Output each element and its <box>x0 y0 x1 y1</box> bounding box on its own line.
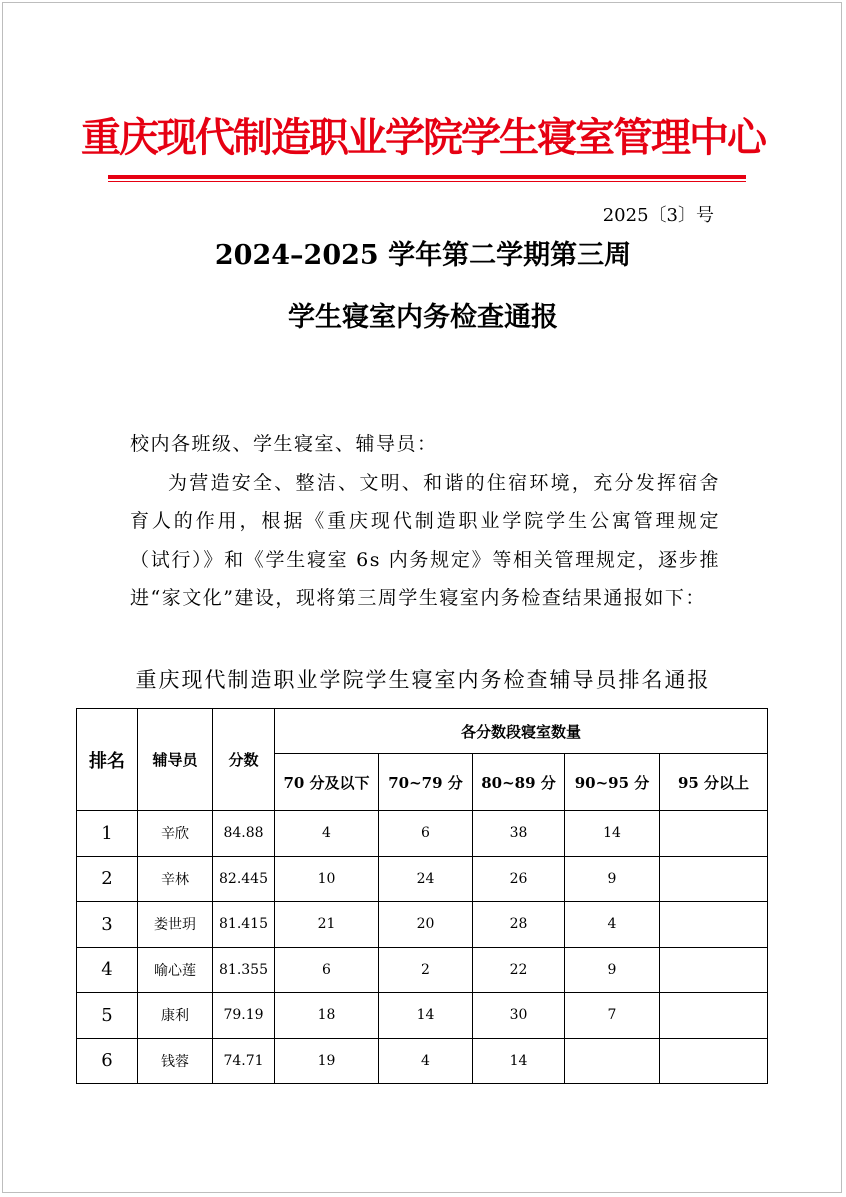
count-cell: 38 <box>473 811 565 857</box>
header-group: 各分数段寝室数量 <box>275 709 768 754</box>
score-cell: 81.415 <box>213 902 275 948</box>
salutation: 校内各班级、学生寝室、辅导员： <box>130 433 438 455</box>
count-cell: 9 <box>565 856 660 902</box>
count-cell <box>660 856 768 902</box>
header-rank: 排名 <box>77 709 138 811</box>
doc-number: 2025〔3〕号 <box>602 205 714 226</box>
main-title-line1: 2024–2025 学年第二学期第三周 <box>214 240 632 271</box>
counselor-cell: 辛欣 <box>138 811 213 857</box>
count-cell: 2 <box>379 947 473 993</box>
count-cell <box>660 947 768 993</box>
count-cell: 14 <box>473 1038 565 1084</box>
rank-cell: 3 <box>77 902 138 948</box>
rank-cell: 1 <box>77 811 138 857</box>
count-cell: 30 <box>473 993 565 1039</box>
rank-cell: 5 <box>77 993 138 1039</box>
header-range: 95 分以上 <box>660 754 768 811</box>
count-cell: 10 <box>275 856 379 902</box>
body-paragraph: 为营造安全、整洁、文明、和谐的住宿环境，充分发挥宿舍育人的作用，根据《重庆现代制造职业学院学生公寓管理规定（试行）》和《学生寝室 6s 内务规定》等相关管理规定，逐步推进“家文化”建设，现将第三周学生寝室内务检查结果通报如下： <box>130 471 720 609</box>
header-range: 70~79 分 <box>379 754 473 811</box>
table-row <box>77 811 768 857</box>
count-cell: 22 <box>473 947 565 993</box>
header-range: 70 分及以下 <box>275 754 379 811</box>
count-cell: 19 <box>275 1038 379 1084</box>
score-cell: 79.19 <box>213 993 275 1039</box>
table-row <box>77 947 768 993</box>
counselor-cell: 辛林 <box>138 856 213 902</box>
header-counselor: 辅导员 <box>138 709 213 811</box>
counselor-cell: 钱蓉 <box>138 1038 213 1084</box>
count-cell: 4 <box>275 811 379 857</box>
header-range: 80~89 分 <box>473 754 565 811</box>
count-cell: 9 <box>565 947 660 993</box>
count-cell: 6 <box>379 811 473 857</box>
header-red-rule-thick <box>108 175 746 179</box>
count-cell: 28 <box>473 902 565 948</box>
count-cell <box>565 1038 660 1084</box>
count-cell: 4 <box>379 1038 473 1084</box>
rank-cell: 2 <box>77 856 138 902</box>
count-cell <box>660 811 768 857</box>
count-cell: 7 <box>565 993 660 1039</box>
score-cell: 82.445 <box>213 856 275 902</box>
count-cell: 6 <box>275 947 379 993</box>
table-row <box>77 856 768 902</box>
count-cell: 14 <box>379 993 473 1039</box>
score-cell: 84.88 <box>213 811 275 857</box>
table-body <box>77 811 768 1084</box>
body-text <box>130 425 720 618</box>
org-title: 重庆现代制造职业学院学生寝室管理中心 <box>81 114 765 161</box>
table-title: 重庆现代制造职业学院学生寝室内务检查辅导员排名通报 <box>135 668 711 692</box>
count-cell <box>660 902 768 948</box>
count-cell: 20 <box>379 902 473 948</box>
count-cell: 14 <box>565 811 660 857</box>
counselor-cell: 娄世玥 <box>138 902 213 948</box>
count-cell: 18 <box>275 993 379 1039</box>
score-cell: 81.355 <box>213 947 275 993</box>
count-cell: 24 <box>379 856 473 902</box>
rank-cell: 6 <box>77 1038 138 1084</box>
ranking-table <box>76 708 768 1084</box>
count-cell: 4 <box>565 902 660 948</box>
header-red-rule-thin <box>108 181 746 182</box>
table-row <box>77 993 768 1039</box>
table-row <box>77 902 768 948</box>
counselor-cell: 喻心莲 <box>138 947 213 993</box>
count-cell: 21 <box>275 902 379 948</box>
count-cell <box>660 1038 768 1084</box>
rank-cell: 4 <box>77 947 138 993</box>
score-cell: 74.71 <box>213 1038 275 1084</box>
main-title-line2: 学生寝室内务检查通报 <box>288 302 558 333</box>
count-cell: 26 <box>473 856 565 902</box>
count-cell <box>660 993 768 1039</box>
table-row <box>77 1038 768 1084</box>
counselor-cell: 康利 <box>138 993 213 1039</box>
header-score: 分数 <box>213 709 275 811</box>
header-range: 90~95 分 <box>565 754 660 811</box>
